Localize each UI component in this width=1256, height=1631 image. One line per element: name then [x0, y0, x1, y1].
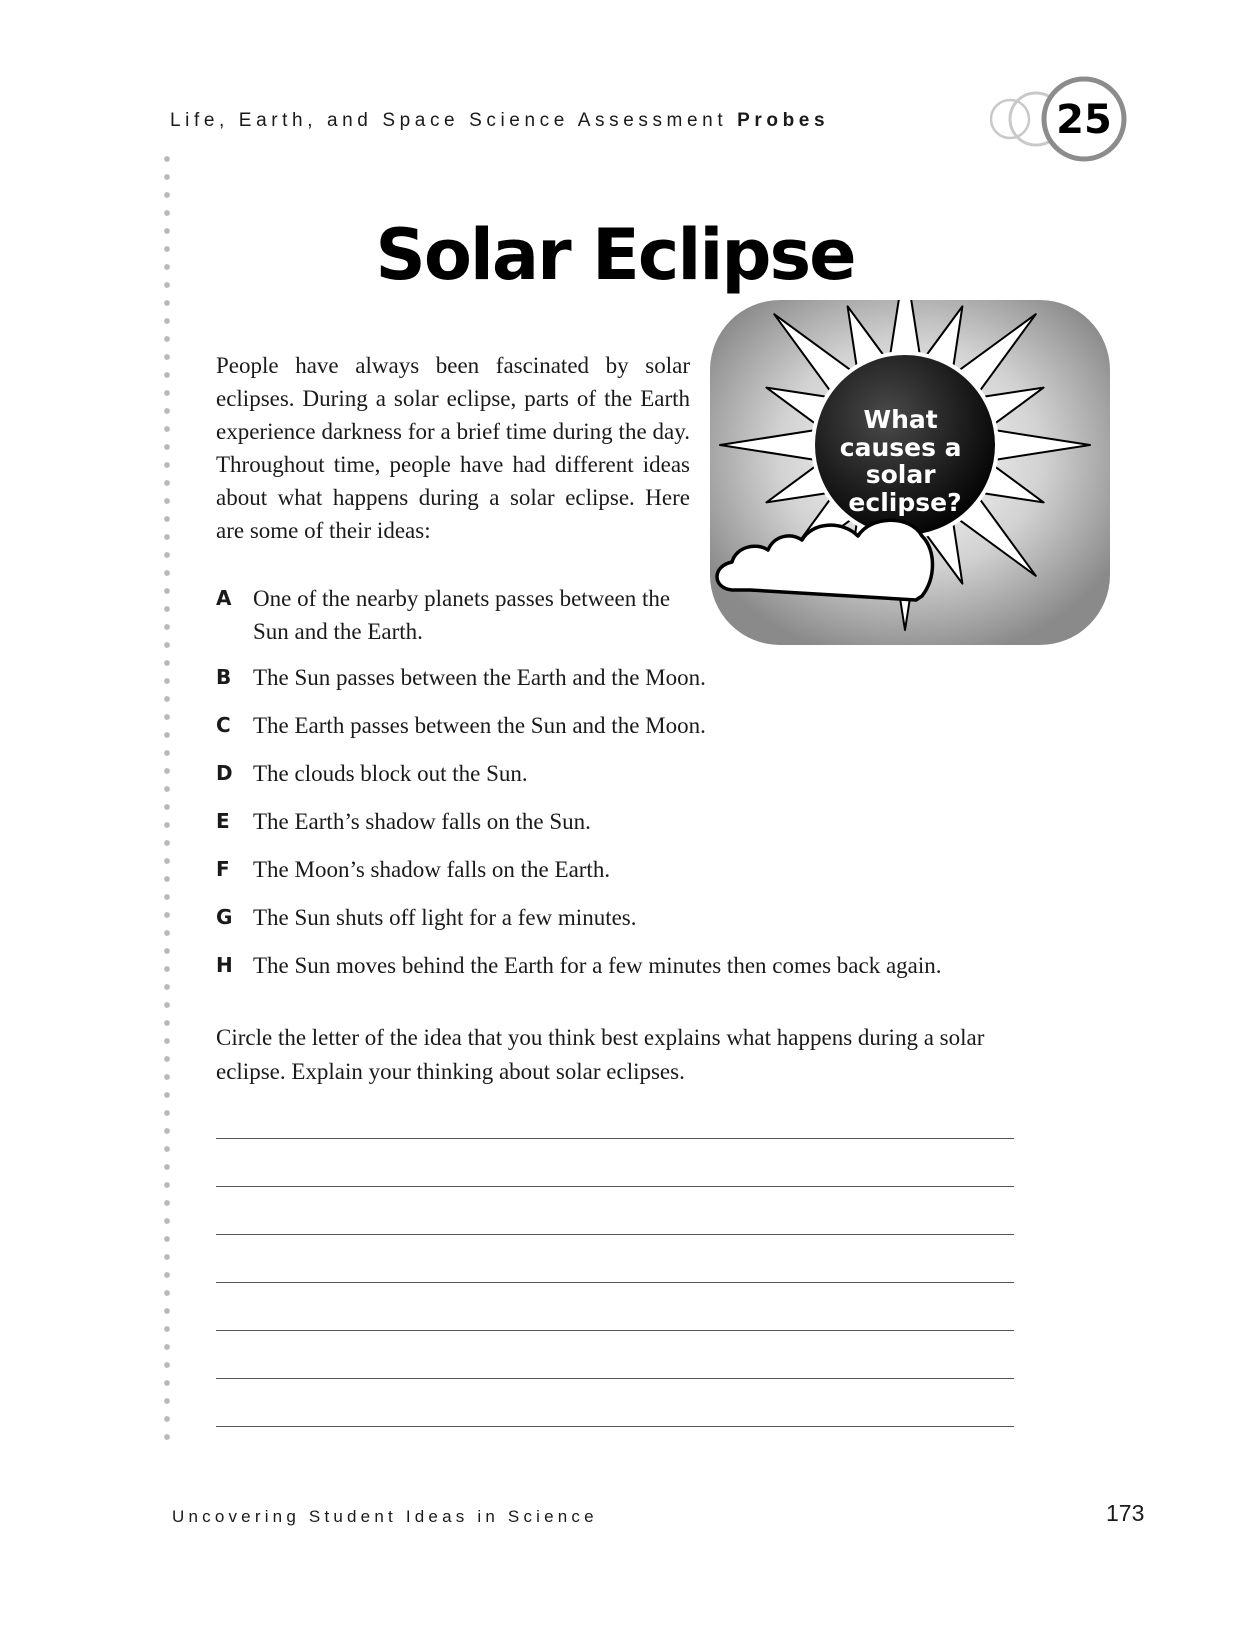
option-text	[253, 582, 670, 648]
option-d[interactable]	[216, 757, 528, 790]
answer-line[interactable]	[216, 1330, 1014, 1331]
option-letter[interactable]: G	[216, 905, 233, 929]
option-letter[interactable]: F	[216, 857, 230, 881]
probe-number-badge	[990, 76, 1160, 166]
intro-paragraph: People have always been fascinated by solar eclipses. During a solar eclipse, parts of the Earth experience darkness for a brief time during the day. Throughout time, people have had different ideas about what happens during a solar eclipse. Here are some of their ideas:	[216, 353, 690, 543]
answer-line[interactable]	[216, 1378, 1014, 1379]
option-letter[interactable]: D	[216, 761, 233, 785]
option-text-line: Sun and the Earth.	[253, 619, 423, 644]
option-f[interactable]	[216, 853, 610, 886]
answer-line[interactable]	[216, 1138, 1014, 1139]
option-text: The Sun shuts off light for a few minutes.	[253, 905, 637, 930]
option-text: The Sun passes between the Earth and the Moon.	[253, 665, 706, 690]
option-h[interactable]	[216, 949, 942, 982]
answer-line[interactable]	[216, 1234, 1014, 1235]
option-letter[interactable]: C	[216, 713, 231, 737]
option-text: The Moon’s shadow falls on the Earth.	[253, 857, 611, 882]
option-letter[interactable]: E	[216, 809, 230, 833]
option-text-line: One of the nearby planets passes between the	[253, 586, 671, 611]
option-text: The clouds block out the Sun.	[253, 761, 528, 786]
page-number: 173	[1106, 1500, 1145, 1526]
option-text: The Earth passes between the Sun and the Moon.	[253, 713, 706, 738]
option-g[interactable]	[216, 901, 637, 934]
caption-line: causes a	[839, 433, 962, 462]
eclipse-illustration	[710, 300, 1110, 645]
answer-line[interactable]	[216, 1186, 1014, 1187]
running-header	[170, 110, 829, 132]
series-title: Life, Earth, and Space Science Assessment	[170, 110, 728, 131]
option-a[interactable]	[216, 582, 670, 648]
probe-number: 25	[1056, 97, 1112, 143]
option-letter[interactable]: B	[216, 665, 232, 689]
series-title-bold: Probes	[737, 110, 830, 131]
caption-line: solar	[865, 460, 936, 489]
dotted-margin-rule	[163, 150, 171, 1440]
option-c[interactable]	[216, 709, 706, 742]
option-e[interactable]	[216, 805, 591, 838]
option-text: The Earth’s shadow falls on the Sun.	[253, 809, 591, 834]
caption-line: What	[863, 405, 938, 434]
option-letter[interactable]: H	[216, 953, 233, 977]
instruction-text: Circle the letter of the idea that you think best explains what happens during a solar eclipse. Explain your thinking about solar eclipses.	[216, 1025, 985, 1084]
page-title: Solar Eclipse	[375, 214, 855, 296]
caption-line: eclipse?	[848, 488, 962, 517]
option-letter[interactable]: A	[216, 586, 232, 610]
answer-line[interactable]	[216, 1426, 1014, 1427]
option-text: The Sun moves behind the Earth for a few minutes then comes back again.	[253, 953, 942, 978]
option-b[interactable]	[216, 661, 706, 694]
footer-book-title: Uncovering Student Ideas in Science	[172, 1507, 598, 1526]
answer-line[interactable]	[216, 1282, 1014, 1283]
